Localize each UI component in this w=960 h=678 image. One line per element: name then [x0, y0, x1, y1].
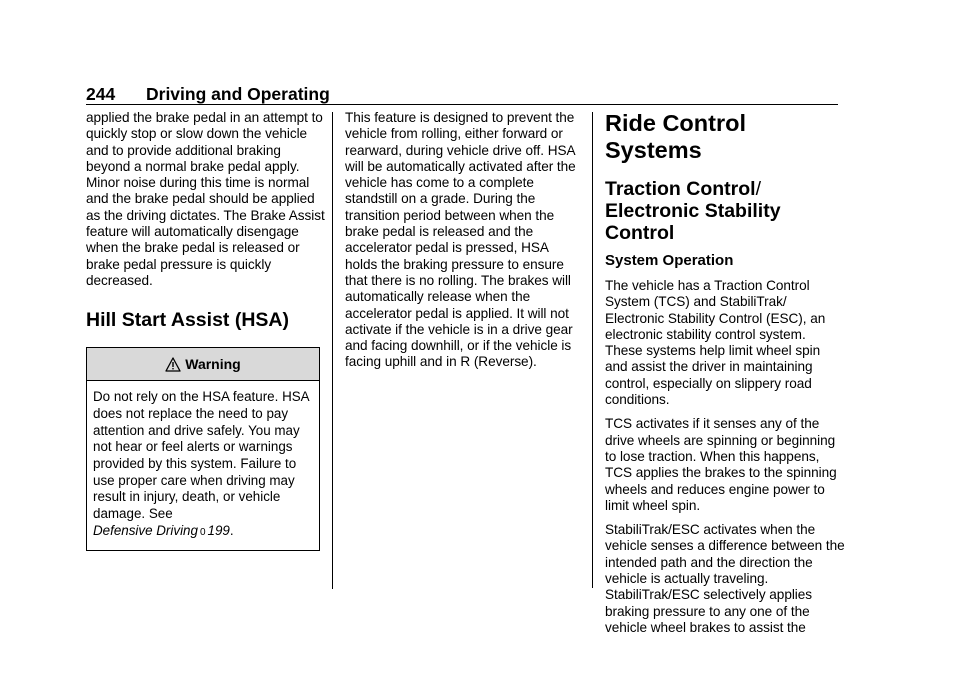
warning-header — [87, 348, 319, 381]
page-header — [86, 84, 838, 104]
system-operation-paragraph-1: The vehicle has a Traction Control System (TCS) and StabiliTrak/ Electronic Stability Control (ESC), an electronic stability control system. These systems help limit wheel spin and assist the driver in maintaining control, especially on slippery road conditions. — [605, 278, 826, 408]
system-operation-paragraph-2: TCS activates if it senses any of the drive wheels are spinning or beginning to lose traction. When this happens, TCS applies the brakes to the spinning wheels and reduces engine power to limit wheel spin. — [605, 416, 837, 513]
page-ref-number: 199 — [207, 522, 230, 538]
warning-text: Do not rely on the HSA feature. HSA does not replace the need to pay attention and drive safely. You may not hear or feel alerts or warnings provided by this system. Failure to use proper care when driving may result in injury, death, or vehicle damage. See — [93, 389, 309, 522]
section-title: Driving and Operating — [146, 84, 330, 104]
page-number: 244 — [86, 84, 116, 104]
system-operation-paragraph-3: StabiliTrak/ESC activates when the vehicle senses a difference between the intended path and the direction the vehicle is actually traveling. StabiliTrak/ESC selectively applies braking pressure to any one of the vehicle wheel brakes to assist the — [605, 522, 845, 635]
page-ref-arrow: 0 — [199, 526, 206, 538]
warning-box — [86, 347, 320, 550]
brake-assist-paragraph: applied the brake pedal in an attempt to quickly stop or slow down the vehicle and to provide additional braking beyond a normal brake pedal apply. Minor noise during this time is normal and the brake pedal should be applied as the driving dictates. The Brake Assist feature will automatically disengage when the brake pedal is released or brake pedal pressure is quickly decreased. — [86, 110, 325, 288]
column-2 — [345, 110, 581, 371]
heading-slash: / — [755, 178, 762, 200]
column-divider-right — [592, 112, 593, 588]
system-operation-heading: System Operation — [605, 252, 734, 269]
traction-control-heading-part2: Electronic Stability Control — [605, 200, 781, 244]
warning-body — [87, 381, 319, 549]
column-divider-left — [332, 112, 333, 589]
header-rule — [86, 104, 838, 105]
ride-control-heading: Ride Control Systems — [605, 110, 746, 163]
hsa-heading: Hill Start Assist (HSA) — [86, 309, 289, 332]
warning-icon — [165, 357, 181, 372]
warning-title: Warning — [185, 356, 241, 373]
defensive-driving-link[interactable]: Defensive Driving — [93, 522, 198, 538]
column-1 — [86, 110, 326, 551]
column-3 — [605, 110, 845, 636]
hsa-description-paragraph: This feature is designed to prevent the vehicle from rolling, either forward or rearward, during vehicle drive off. HSA will be automatically activated after the vehicle has come to a complete standstill on a grade. During the transition period between when the brake pedal is released and the accelerator pedal is pressed, HSA holds the braking pressure to ensure that there is no rolling. The brakes will automatically release when the accelerator pedal is applied. It will not activate if the vehicle is in a drive gear and facing downhill, or if the vehicle is facing uphill and in R (Reverse). — [345, 110, 576, 370]
traction-control-heading — [605, 178, 845, 244]
xref-end: . — [229, 522, 234, 538]
traction-control-heading-part1: Traction Control — [605, 178, 756, 200]
